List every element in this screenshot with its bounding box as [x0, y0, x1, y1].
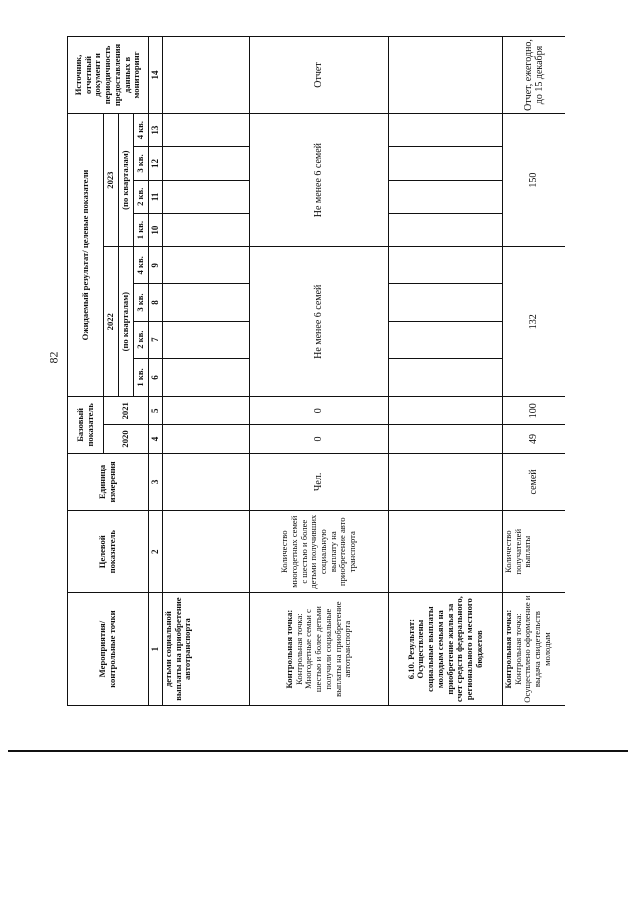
empty-cell [389, 247, 503, 284]
control-point-2-unit: семей [503, 453, 566, 511]
empty-cell [389, 358, 503, 396]
header-2022-q3: 3 кв. [134, 284, 149, 321]
control-point-2-base-2020: 49 [503, 425, 566, 453]
control-point-2-source: Отчет, ежегодно, до 15 декабря [503, 37, 566, 114]
column-index: 1 [149, 593, 163, 706]
control-point-1-base-2021: 0 [250, 397, 389, 425]
empty-cell [389, 213, 503, 246]
empty-cell [163, 147, 250, 180]
column-index: 4 [149, 425, 163, 453]
column-index: 5 [149, 397, 163, 425]
control-point-1-event: Контрольная точка: Контрольная точка: Многодетные семьи с шестью и более детьми получили социальные выплаты на приобретение автотранспорта [250, 593, 389, 706]
empty-cell [389, 321, 503, 358]
empty-cell [163, 37, 250, 114]
empty-cell [163, 113, 250, 146]
column-index: 8 [149, 284, 163, 321]
header-unit: Единица измерения [68, 453, 149, 511]
empty-cell [389, 37, 503, 114]
column-index: 10 [149, 213, 163, 246]
control-point-2-event: Контрольная точка: Контрольная точка: Осуществлено оформление и выдача свидетельств молодым [503, 593, 566, 706]
table-frame [67, 36, 565, 706]
horizontal-rule [8, 750, 628, 752]
header-base-2020: 2020 [104, 425, 149, 453]
empty-cell [389, 284, 503, 321]
empty-cell [389, 511, 503, 593]
header-2022-q4: 4 кв. [134, 247, 149, 284]
empty-cell [163, 511, 250, 593]
table-row [250, 37, 389, 706]
header-base-indicator: Базовый показатель [68, 397, 104, 453]
result-6-10-event: 6.10. Результат: Осуществлены социальные выплаты молодым семьям на приобретение жилья за счет средств федерального, регионального и местного бюджетов [389, 593, 503, 706]
empty-cell [163, 358, 250, 396]
header-2023-q3: 3 кв. [134, 147, 149, 180]
empty-cell [163, 425, 250, 453]
column-index: 14 [149, 37, 163, 114]
empty-cell [389, 397, 503, 425]
empty-cell [163, 213, 250, 246]
empty-cell [389, 180, 503, 213]
column-index: 12 [149, 147, 163, 180]
table-row [389, 37, 503, 706]
control-point-1-unit: Чел. [250, 453, 389, 511]
empty-cell [163, 453, 250, 511]
empty-cell [389, 147, 503, 180]
empty-cell [163, 284, 250, 321]
header-2022-q2: 2 кв. [134, 321, 149, 358]
empty-cell [163, 180, 250, 213]
control-point-1-indicator: Количество многодетных семей с шестью и более детьми получивших социальную выплату на приобретение авто транспорта [250, 511, 389, 593]
control-point-1-event-text: Контрольная точка: Многодетные семьи с шестью и более детьми получили социальные выплаты на приобретение автотранспорта [293, 601, 353, 697]
header-target-indicator: Целевой показатель [68, 511, 149, 593]
empty-cell [389, 425, 503, 453]
empty-cell [163, 397, 250, 425]
control-point-2-value-2023: 150 [503, 113, 566, 246]
header-year-2023: 2023 [104, 113, 119, 246]
table-row [503, 37, 566, 706]
column-index: 2 [149, 511, 163, 593]
column-index: 3 [149, 453, 163, 511]
control-point-1-value-2023: Не менее 6 семей [250, 113, 389, 246]
control-point-1-base-2020: 0 [250, 425, 389, 453]
event-continuation-cell: детьми социальной выплаты на приобретение автотранспорта [163, 593, 250, 706]
header-by-quarter-2023: (по кварталам) [119, 113, 134, 246]
header-2022-q1: 1 кв. [134, 358, 149, 396]
empty-cell [163, 247, 250, 284]
rotated-table-wrapper [67, 36, 565, 706]
header-year-2022: 2022 [104, 247, 119, 397]
column-index: 11 [149, 180, 163, 213]
control-point-2-base-2021: 100 [503, 397, 566, 425]
control-point-2-value-2022: 132 [503, 247, 566, 397]
header-source: Источник, отчетный документ и периодичность предоставления данных в мониторинг [68, 37, 149, 114]
monitoring-table [67, 36, 565, 706]
header-by-quarter-2022: (по кварталам) [119, 247, 134, 397]
column-index-row [149, 37, 163, 706]
header-2023-q4: 4 кв. [134, 113, 149, 146]
header-2023-q2: 2 кв. [134, 180, 149, 213]
control-point-1-source: Отчет [250, 37, 389, 114]
control-point-1-value-2022: Не менее 6 семей [250, 247, 389, 397]
empty-cell [389, 113, 503, 146]
column-index: 13 [149, 113, 163, 146]
table-row [163, 37, 250, 706]
control-point-2-event-text: Контрольная точка: Осуществлено оформление и выдача свидетельств молодым [512, 595, 552, 703]
header-expected-result: Ожидаемый результат/ целевые показатели [68, 113, 104, 396]
header-2023-q1: 1 кв. [134, 213, 149, 246]
empty-cell [163, 321, 250, 358]
control-point-2-indicator: Количество получателей выплаты [503, 511, 566, 593]
header-events: Мероприятия/ контрольные точки [68, 593, 149, 706]
column-index: 9 [149, 247, 163, 284]
page-number: 82 [46, 351, 61, 364]
column-index: 6 [149, 358, 163, 396]
column-index: 7 [149, 321, 163, 358]
header-base-2021: 2021 [104, 397, 149, 425]
empty-cell [389, 453, 503, 511]
